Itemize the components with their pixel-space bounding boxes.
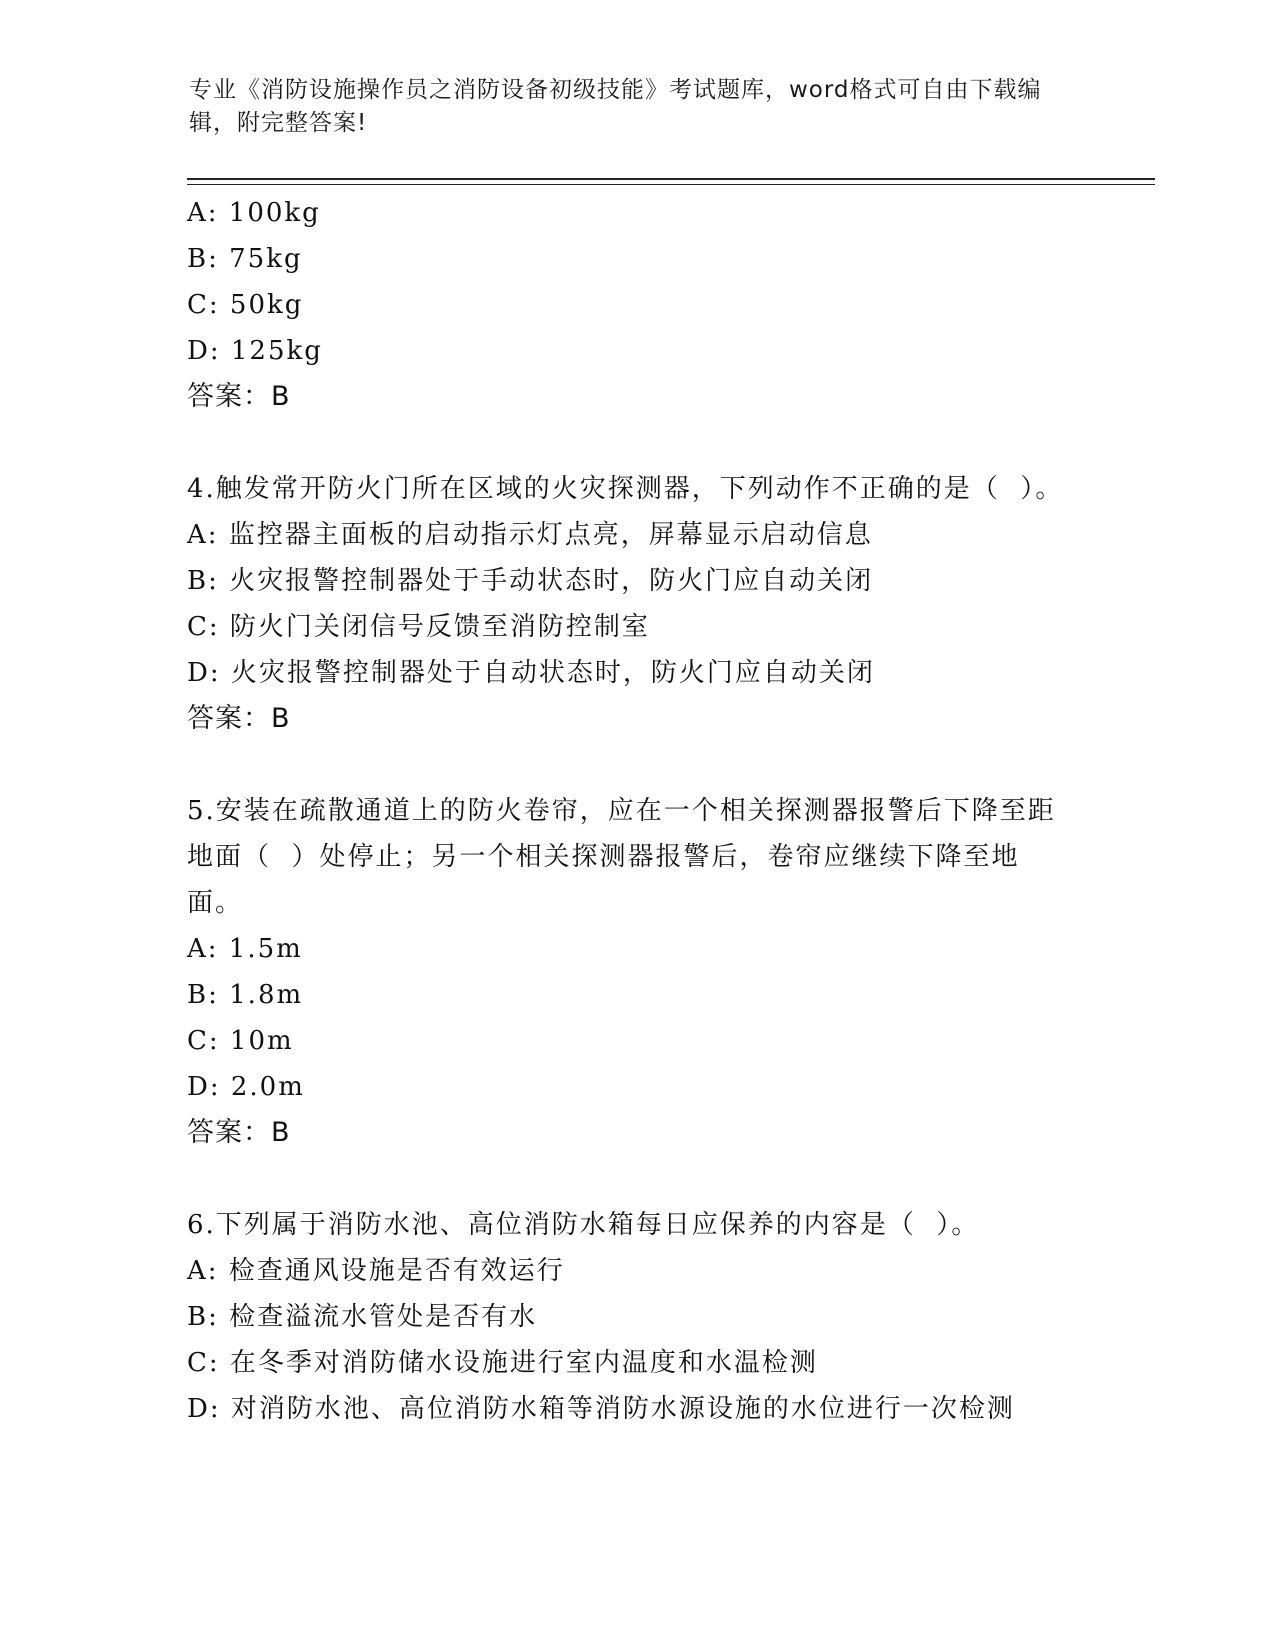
question-block-6 <box>187 1202 1087 1432</box>
answer-label: 答案：B <box>187 1117 291 1148</box>
option-a: A: 1.5m <box>187 934 303 964</box>
option-c: C: 防火门关闭信号反馈至消防控制室 <box>187 612 650 642</box>
header-rule-thin <box>187 184 1155 185</box>
spacer <box>187 420 1087 466</box>
spacer <box>187 1156 1087 1202</box>
option-d: D: 对消防水池、高位消防水箱等消防水源设施的水位进行一次检测 <box>187 1394 1015 1424</box>
question-block-4 <box>187 466 1087 742</box>
spacer <box>187 742 1087 788</box>
option-d: D: 2.0m <box>187 1072 305 1102</box>
option-d: D: 火灾报警控制器处于自动状态时，防火门应自动关闭 <box>187 658 875 688</box>
question-text: 5.安装在疏散通道上的防火卷帘，应在一个相关探测器报警后下降至距地面（ ）处停止；另一个相关探测器报警后，卷帘应继续下降至地面。 <box>187 796 1056 918</box>
question-content <box>187 190 1087 1432</box>
question-block-5 <box>187 788 1087 1156</box>
option-b: B: 火灾报警控制器处于手动状态时，防火门应自动关闭 <box>187 566 874 596</box>
question-text: 6.下列属于消防水池、高位消防水箱每日应保养的内容是（ ）。 <box>187 1210 980 1240</box>
option-b: B: 1.8m <box>187 980 304 1010</box>
option-c: C: 10m <box>187 1026 294 1056</box>
answer-label: 答案：B <box>187 381 291 412</box>
option-a: A: 100kg <box>187 198 321 228</box>
option-b: B: 检查溢流水管处是否有水 <box>187 1302 538 1332</box>
option-a: A: 检查通风设施是否有效运行 <box>187 1256 565 1286</box>
option-c: C: 在冬季对消防储水设施进行室内温度和水温检测 <box>187 1348 818 1378</box>
option-c: C: 50kg <box>187 290 304 320</box>
option-d: D: 125kg <box>187 336 323 366</box>
option-a: A: 监控器主面板的启动指示灯点亮，屏幕显示启动信息 <box>187 520 873 550</box>
document-header: 专业《消防设施操作员之消防设备初级技能》考试题库，word格式可自由下载编辑，附完整答案! <box>189 77 1042 136</box>
option-b: B: 75kg <box>187 244 303 274</box>
question-block-3 <box>187 190 1087 420</box>
header-rule-thick <box>187 178 1155 180</box>
question-text: 4.触发常开防火门所在区域的火灾探测器，下列动作不正确的是（ ）。 <box>187 474 1064 504</box>
answer-label: 答案：B <box>187 703 291 734</box>
